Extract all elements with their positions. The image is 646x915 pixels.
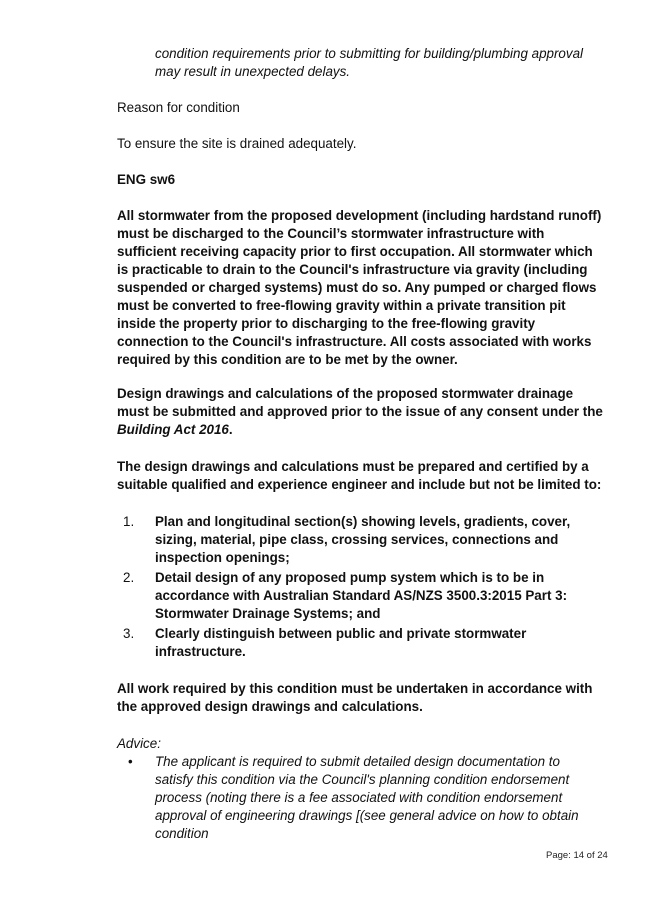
stormwater-discharge-paragraph: All stormwater from the proposed development (including hardstand runoff) must be discharged to the Council’s stormwater infrastructure with sufficient receiving capacity prior to first occupation. All stormwater which is practicable to drain to the Council's infrastructure via gravity (including suspended or charged systems) must do so. Any pumped or charged flows must be converted to free-flowing gravity within a private transition pit inside the property prior to discharging to the free-flowing gravity connection to the Council's infrastructure. All costs associated with works required by this condition are to be met by the owner. xyxy=(117,208,602,367)
list-item-text: Plan and longitudinal section(s) showing levels, gradients, cover, sizing, material, pipe class, crossing services, connections and inspection openings; xyxy=(155,514,571,565)
list-item-text: Clearly distinguish between public and private stormwater infrastructure. xyxy=(155,626,527,659)
page-number-footer: Page: 14 of 24 xyxy=(546,850,608,861)
list-item xyxy=(117,513,607,567)
design-drawings-text: Design drawings and calculations of the proposed stormwater drainage must be submitted and approved prior to the issue of any consent under the xyxy=(117,386,603,419)
list-item-text: Detail design of any proposed pump system which is to be in accordance with Australian Standard AS/NZS 3500.3:2015 Part 3: Stormwater Drainage Systems; and xyxy=(155,570,568,621)
list-item xyxy=(117,569,607,623)
list-item-number: 1. xyxy=(123,514,135,529)
list-item-number: 2. xyxy=(123,570,135,585)
work-accordance-paragraph: All work required by this condition must be undertaken in accordance with the approved design drawings and calculations. xyxy=(117,681,593,714)
condition-code-heading: ENG sw6 xyxy=(117,172,176,187)
building-act-title: Building Act 2016 xyxy=(117,422,229,437)
advice-bullet-text: The applicant is required to submit detailed design documentation to satisfy this condition via the Council's planning condition endorsement process (noting there is a fee associated with condition endorsement approval of engineering drawings [(see general advice on how to obtain condition xyxy=(155,754,579,841)
bullet-icon: • xyxy=(128,754,133,769)
design-drawings-paragraph xyxy=(117,385,607,439)
reason-text: To ensure the site is drained adequately. xyxy=(117,136,357,151)
advice-continued-text: condition requirements prior to submitting for building/plumbing approval may result in unexpected delays. xyxy=(155,46,583,79)
list-item xyxy=(117,625,607,661)
certification-paragraph: The design drawings and calculations must be prepared and certified by a suitable qualified and experience engineer and include but not be limited to: xyxy=(117,459,602,492)
list-item-number: 3. xyxy=(123,626,135,641)
reason-heading: Reason for condition xyxy=(117,100,240,115)
advice-label: Advice: xyxy=(117,736,161,751)
design-drawings-end: . xyxy=(228,422,233,437)
